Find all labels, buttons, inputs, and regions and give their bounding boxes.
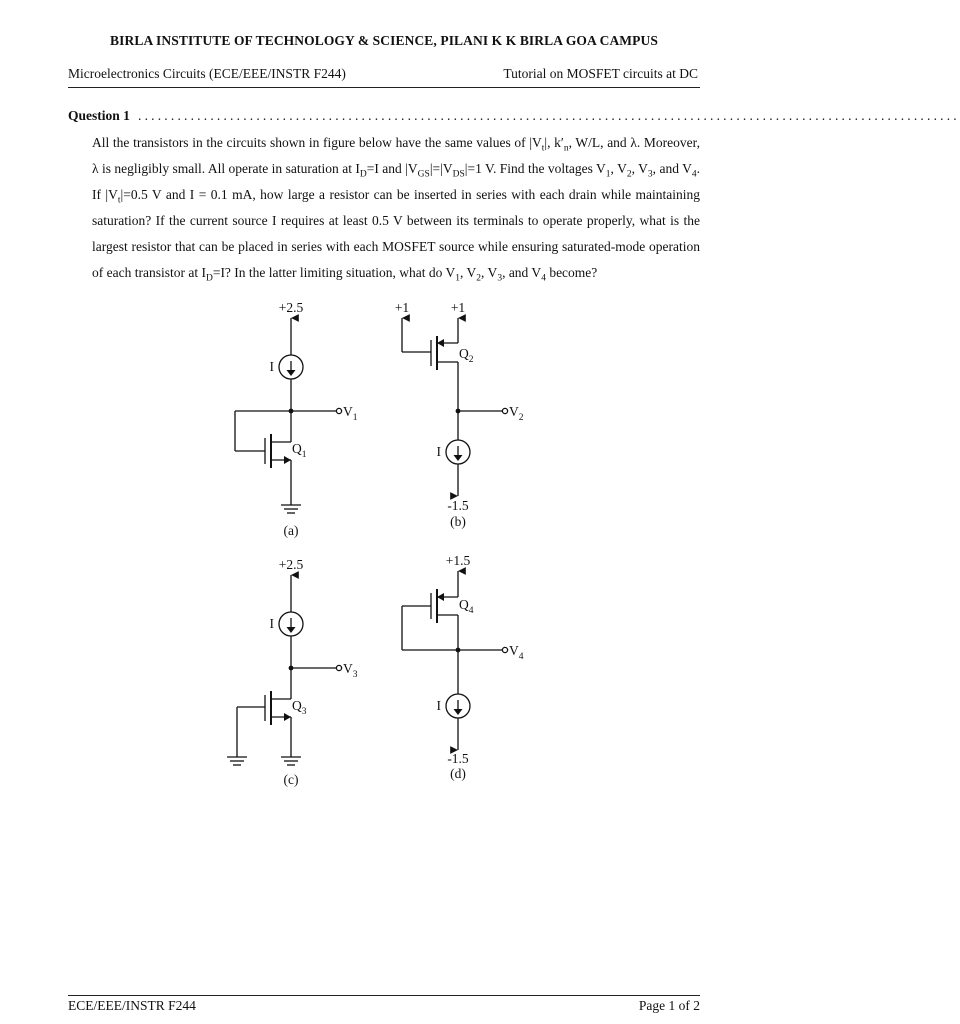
ground-c-source [281,757,301,765]
transistor-q4 [431,589,458,623]
question-text: All the transistors in the circuits shown in figure below have the same values of $|V_t|$, $k'_n$, W/L, and λ. Moreover, λ is negligibly small. All operate in saturation at $I_D=I$ and $|V_{GS}|=|V_{DS}|=1$ V. Find the voltages $V_1$, $V_2$, $V_3$, and $V_4$. If $|V_t|=0.5$ V and I = 0.1 mA, how large a resistor can be inserted in series with each drain while maintaining saturation? If the current source I requires at least 0.5 V between its terminals to operate properly, what is the largest resistor that can be placed in series with each MOSFET source while ensuring saturated-mode operation of each transistor at $I_D=I$? In the latter limiting situation, what do $V_1$, $V_2$, $V_3$, and $V_4$ become? [92,135,701,284]
drain-supply-label-b: +1 [450,300,466,315]
question-heading [68,108,960,124]
current-label-c: I [269,616,274,631]
header-divider [68,87,700,88]
caption-b: (b) [450,514,466,529]
output-label-v1: $V_1$ [343,404,358,423]
output-terminal-v1 [336,408,341,413]
course-name: Microelectronics Circuits (ECE/EEE/INSTR F244) [68,66,346,81]
current-label-a: I [269,359,274,374]
footer-page-number: Page 1 of 2 [638,998,700,1013]
transistor-label-q1: $Q_1$ [292,441,307,460]
output-label-v4: $V_4$ [509,643,524,662]
transistor-label-q3: $Q_3$ [292,698,307,717]
circuit-d [402,571,508,750]
footer-divider [68,995,700,996]
gate-supply-label-b: +1 [394,300,410,315]
caption-d: (d) [450,766,466,781]
footer-course-code: ECE/EEE/INSTR F244 [68,998,196,1013]
circuit-c [227,575,342,765]
output-label-v2: $V_2$ [509,404,524,423]
current-label-b: I [436,444,441,459]
caption-a: (a) [283,523,299,538]
transistor-label-q4: $Q_4$ [459,597,474,616]
output-terminal-v3 [336,665,341,670]
supply-label-c: +2.5 [278,557,304,572]
transistor-label-q2: $Q_2$ [459,346,474,365]
current-label-d: I [436,698,441,713]
supply-label-d: +1.5 [445,553,471,568]
question-leader-dots: ............................................................................................................................. [138,108,960,123]
negative-supply-label-d: -1.5 [447,751,469,766]
output-label-v3: $V_3$ [343,661,358,680]
transistor-q2 [431,336,458,370]
supply-label-a: +2.5 [278,300,304,315]
caption-c: (c) [283,772,299,787]
output-terminal-v4 [502,647,507,652]
mosfet-circuits-figure [0,290,768,800]
output-terminal-v2 [502,408,507,413]
negative-supply-label-b: -1.5 [447,498,469,513]
transistor-q3 [265,691,291,725]
institution-title: BIRLA INSTITUTE OF TECHNOLOGY & SCIENCE, PILANI K K BIRLA GOA CAMPUS [110,33,658,48]
circuit-b [402,318,508,496]
transistor-q1 [265,434,291,468]
ground-a [281,505,301,513]
ground-c-gate [227,757,247,765]
tutorial-title: Tutorial on MOSFET circuits at DC [503,66,698,81]
circuit-a [235,318,342,513]
question-label: Question 1 [68,108,130,123]
